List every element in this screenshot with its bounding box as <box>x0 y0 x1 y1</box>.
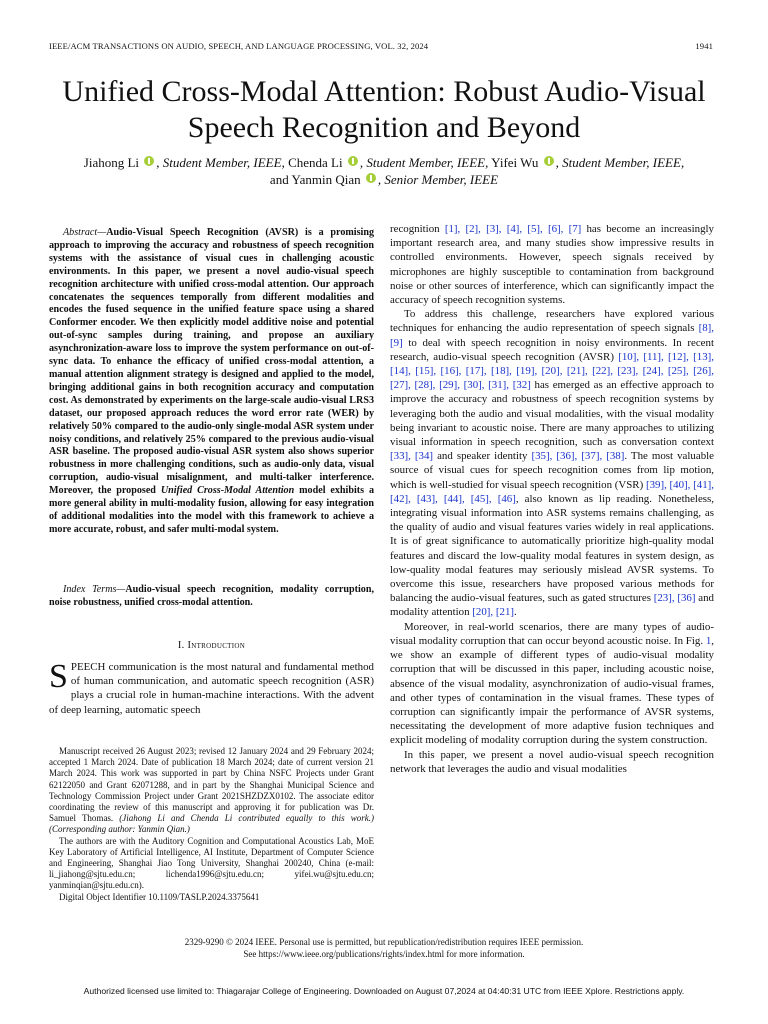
footnote-affiliation: The authors are with the Auditory Cognition and Computational Acoustics Lab, MoE Key Laboratory of Artificial Intelligence, AI Institute, Department of Computer Science and Engineering, Shanghai Jiao Tong University, Shanghai 200240, China (e-mail: li_jiahong@sjtu.edu.cn; lichenda1996@sjtu.edu.cn; yifei.wu@sjtu.edu.cn; yanminqian@sjtu.edu.cn). <box>49 835 374 891</box>
orcid-icon[interactable] <box>348 156 358 166</box>
orcid-icon[interactable] <box>144 156 154 166</box>
section-number: I. <box>177 640 185 651</box>
drop-cap: S <box>49 658 68 695</box>
orcid-icon[interactable] <box>544 156 554 166</box>
right-column <box>390 222 714 776</box>
abstract <box>49 227 374 537</box>
index-terms-label: Index Terms— <box>63 584 126 595</box>
citation-link[interactable]: [20], [21] <box>472 606 515 619</box>
footnote-manuscript: Manuscript received 26 August 2023; revised 12 January 2024 and 29 February 2024; accepted 1 March 2024. Date of publication 18 March 2024; date of current version 21 March 2024. This work was supported in part by China NSFC Projects under Grant 62122050 and Grant 62071288, and in part by the Shanghai Municipal Science and Technology Commission Project under Grant 2021SHZDZX0102. The associate editor coordinating the review of this manuscript and approving it for publication was Dr. Samuel Thomas. (Jiahong Li and Chenda Li contributed equally to this work.) (Corresponding author: Yanmin Qian.) <box>49 746 374 835</box>
author-name: Chenda Li <box>288 155 343 170</box>
license-footer: Authorized licensed use limited to: Thiagarajar College of Engineering. Downloaded on August 07,2024 at 04:40:31 UTC from IEEE Xplore. Restrictions apply. <box>83 986 685 996</box>
author-role: , Student Member, IEEE, <box>359 155 489 170</box>
abstract-text-end: model exhibits a more general ability in multi-modality fusion, allowing for easy integration of additional modalities into the model with this framework to achieve a more accurate, robust, and safer multi-modal system. <box>49 485 375 535</box>
author-name: Jiahong Li <box>83 155 140 170</box>
rights-url[interactable]: See https://www.ieee.org/publications/rights/index.html for more information. <box>243 948 525 959</box>
citation-link[interactable]: [39], [40], [41], [42], [43], [44], [45], [46] <box>390 478 714 505</box>
footnotes <box>49 746 374 903</box>
running-header <box>49 41 713 55</box>
journal-name: IEEE/ACM TRANSACTIONS ON AUDIO, SPEECH, AND LANGUAGE PROCESSING, VOL. 32, 2024 <box>49 41 429 51</box>
citation-link[interactable]: [23], [36] <box>653 592 696 605</box>
copyright-line: 2329-9290 © 2024 IEEE. Personal use is permitted, but republication/redistribution requires IEEE permission. <box>184 937 584 947</box>
citation-link[interactable]: [10], [11], [12], [13], [14], [15], [16], [17], [18], [19], [20], [21], [22], [23], [24], [25], [26], [27], [28], [29], [30], [31], [32] <box>390 350 715 392</box>
intro-first-word: PEECH <box>70 661 106 673</box>
citation-link[interactable]: [8], [9] <box>390 322 714 349</box>
section-title: Introduction <box>187 640 246 651</box>
author-name: Yifei Wu <box>491 155 539 170</box>
page-number: 1941 <box>695 41 713 51</box>
paragraph: recognition [1], [2], [3], [4], [5], [6], [7] has become an increasingly important research area, and many studies show impressive results in controlled environments. However, speech signals received by microphones are highly susceptible to contamination from background noise or other sources of interference, which can significantly impact the accuracy of speech recognition systems. <box>390 223 714 307</box>
paragraph: In this paper, we present a novel audio-visual speech recognition network that leverages the audio and visual modalities <box>390 748 714 775</box>
author-conjunction: and <box>269 172 289 187</box>
section-heading <box>49 640 374 651</box>
copyright-notice <box>40 937 728 960</box>
orcid-icon[interactable] <box>366 173 376 183</box>
paragraph: To address this challenge, researchers have explored various techniques for enhancing the audio representation of speech signals [8], [9] to deal with speech recognition in noisy environments. In recent research, audio-visual speech recognition (AVSR) [10], [11], [12], [13], [14], [15], [16], [17], [18], [19], [20], [21], [22], [23], [24], [25], [26], [27], [28], [29], [30], [31], [32] has emerged as an effective approach to improve the accuracy and robustness of speech recognition systems by leveraging both the audio and visual modalities, with the visual modality being invariant to acoustic noise. There are many approaches to utilizing visual information in speech recognition, such as conversation context [33], [34] and speaker identity [35], [36], [37], [38]. The most valuable source of visual cues for speech recognition comes from lip motion, which is well-studied for visual speech recognition (VSR) [39], [40], [41], [42], [43], [44], [45], [46], also known as lip reading. Nonetheless, integrating visual information into ASR systems remains challenging, as the quality of audio and visual features varies widely in real applications. It is of great significance to automatically prioritize high-quality modal features and discard the low-quality modal features in system design, as low-quality modal features may seriously mislead AVSR systems. To overcome this issue, researchers have proposed various methods for balancing the audio-visual features, such as gated structures [23], [36] and modality attention [20], [21]. <box>390 308 715 619</box>
title-line-2: Speech Recognition and Beyond <box>187 111 581 144</box>
title-line-1: Unified Cross-Modal Attention: Robust Audio-Visual <box>62 75 706 108</box>
abstract-model-name: Unified Cross-Modal Attention <box>160 485 295 497</box>
citation-link[interactable]: [1], [2], [3], [4], [5], [6], [7] <box>444 223 582 235</box>
abstract-label: Abstract— <box>63 227 107 238</box>
author-role: , Student Member, IEEE, <box>156 155 285 170</box>
figure-link[interactable]: 1 <box>705 634 712 647</box>
intro-paragraph <box>49 660 374 717</box>
citation-link[interactable]: [33], [34] <box>390 450 434 463</box>
author-role: , Student Member, IEEE, <box>555 155 685 170</box>
author-list <box>30 154 738 188</box>
paper-title <box>20 74 748 146</box>
footnote-doi: Digital Object Identifier 10.1109/TASLP.2024.3375641 <box>59 891 260 902</box>
author-name: Yanmin Qian <box>291 172 361 187</box>
intro-text: communication is the most natural and fundamental method of human communication, and automatic speech recognition (ASR) plays a crucial role in human-machine interactions. With the advent of deep learning, automatic speech <box>49 661 374 716</box>
index-terms-text: Audio-visual speech recognition, modality corruption, noise robustness, unified cross-modal attention. <box>49 584 374 608</box>
author-role: , Senior Member, IEEE <box>377 172 499 187</box>
abstract-text: Audio-Visual Speech Recognition (AVSR) is a promising approach to improving the accuracy and robustness of speech recognition systems with the assistance of visual cues in challenging acoustic environments. In this paper, we present a novel audio-visual speech recognition architecture with unified cross-modal attention. Our approach concatenates the sequences temporally from different modalities and encodes the fused sequence in the unified feature space using a shared Conformer encoder. We then explicitly model additive noise and potential out-of-sync samples during training, and propose an auxiliary asynchronization-aware loss to improve the system performance on out-of-sync data. To enhance the efficacy of unified cross-modal attention, a manual attention alignment strategy is designed and applied to the model, bringing additional gains in both recognition accuracy and computation cost. As demonstrated by experiments on the large-scale audio-visual LRS3 dataset, our proposed approach reduces the word error rate (WER) by relatively 50% compared to the audio-only single-modal ASR system under noisy conditions, and relatively 25% compared to the previous audio-visual ASR baseline. The proposed audio-visual ASR system also shows superior robustness in more challenging conditions, such as audio-only data, visual corruption, audio-visual misalignment, and multi-talker interference. Moreover, the proposed <box>49 227 374 497</box>
citation-link[interactable]: [35], [36], [37], [38] <box>531 450 625 463</box>
paragraph: Moreover, in real-world scenarios, there are many types of audio-visual modality corruption that can occur beyond acoustic noise. In Fig. 1, we show an example of different types of audio-visual modality corruption that will be discussed in this paper, including acoustic noise, absence of the visual modality, asynchronization of audio-visual frames, and other types of contamination in the visual frames. These types of corruption can significantly impair the performance of AVSR systems, necessitating the development of more adaptive fusion techniques and explicit modeling of modality corruption during the system construction. <box>390 620 714 747</box>
index-terms <box>49 584 374 610</box>
